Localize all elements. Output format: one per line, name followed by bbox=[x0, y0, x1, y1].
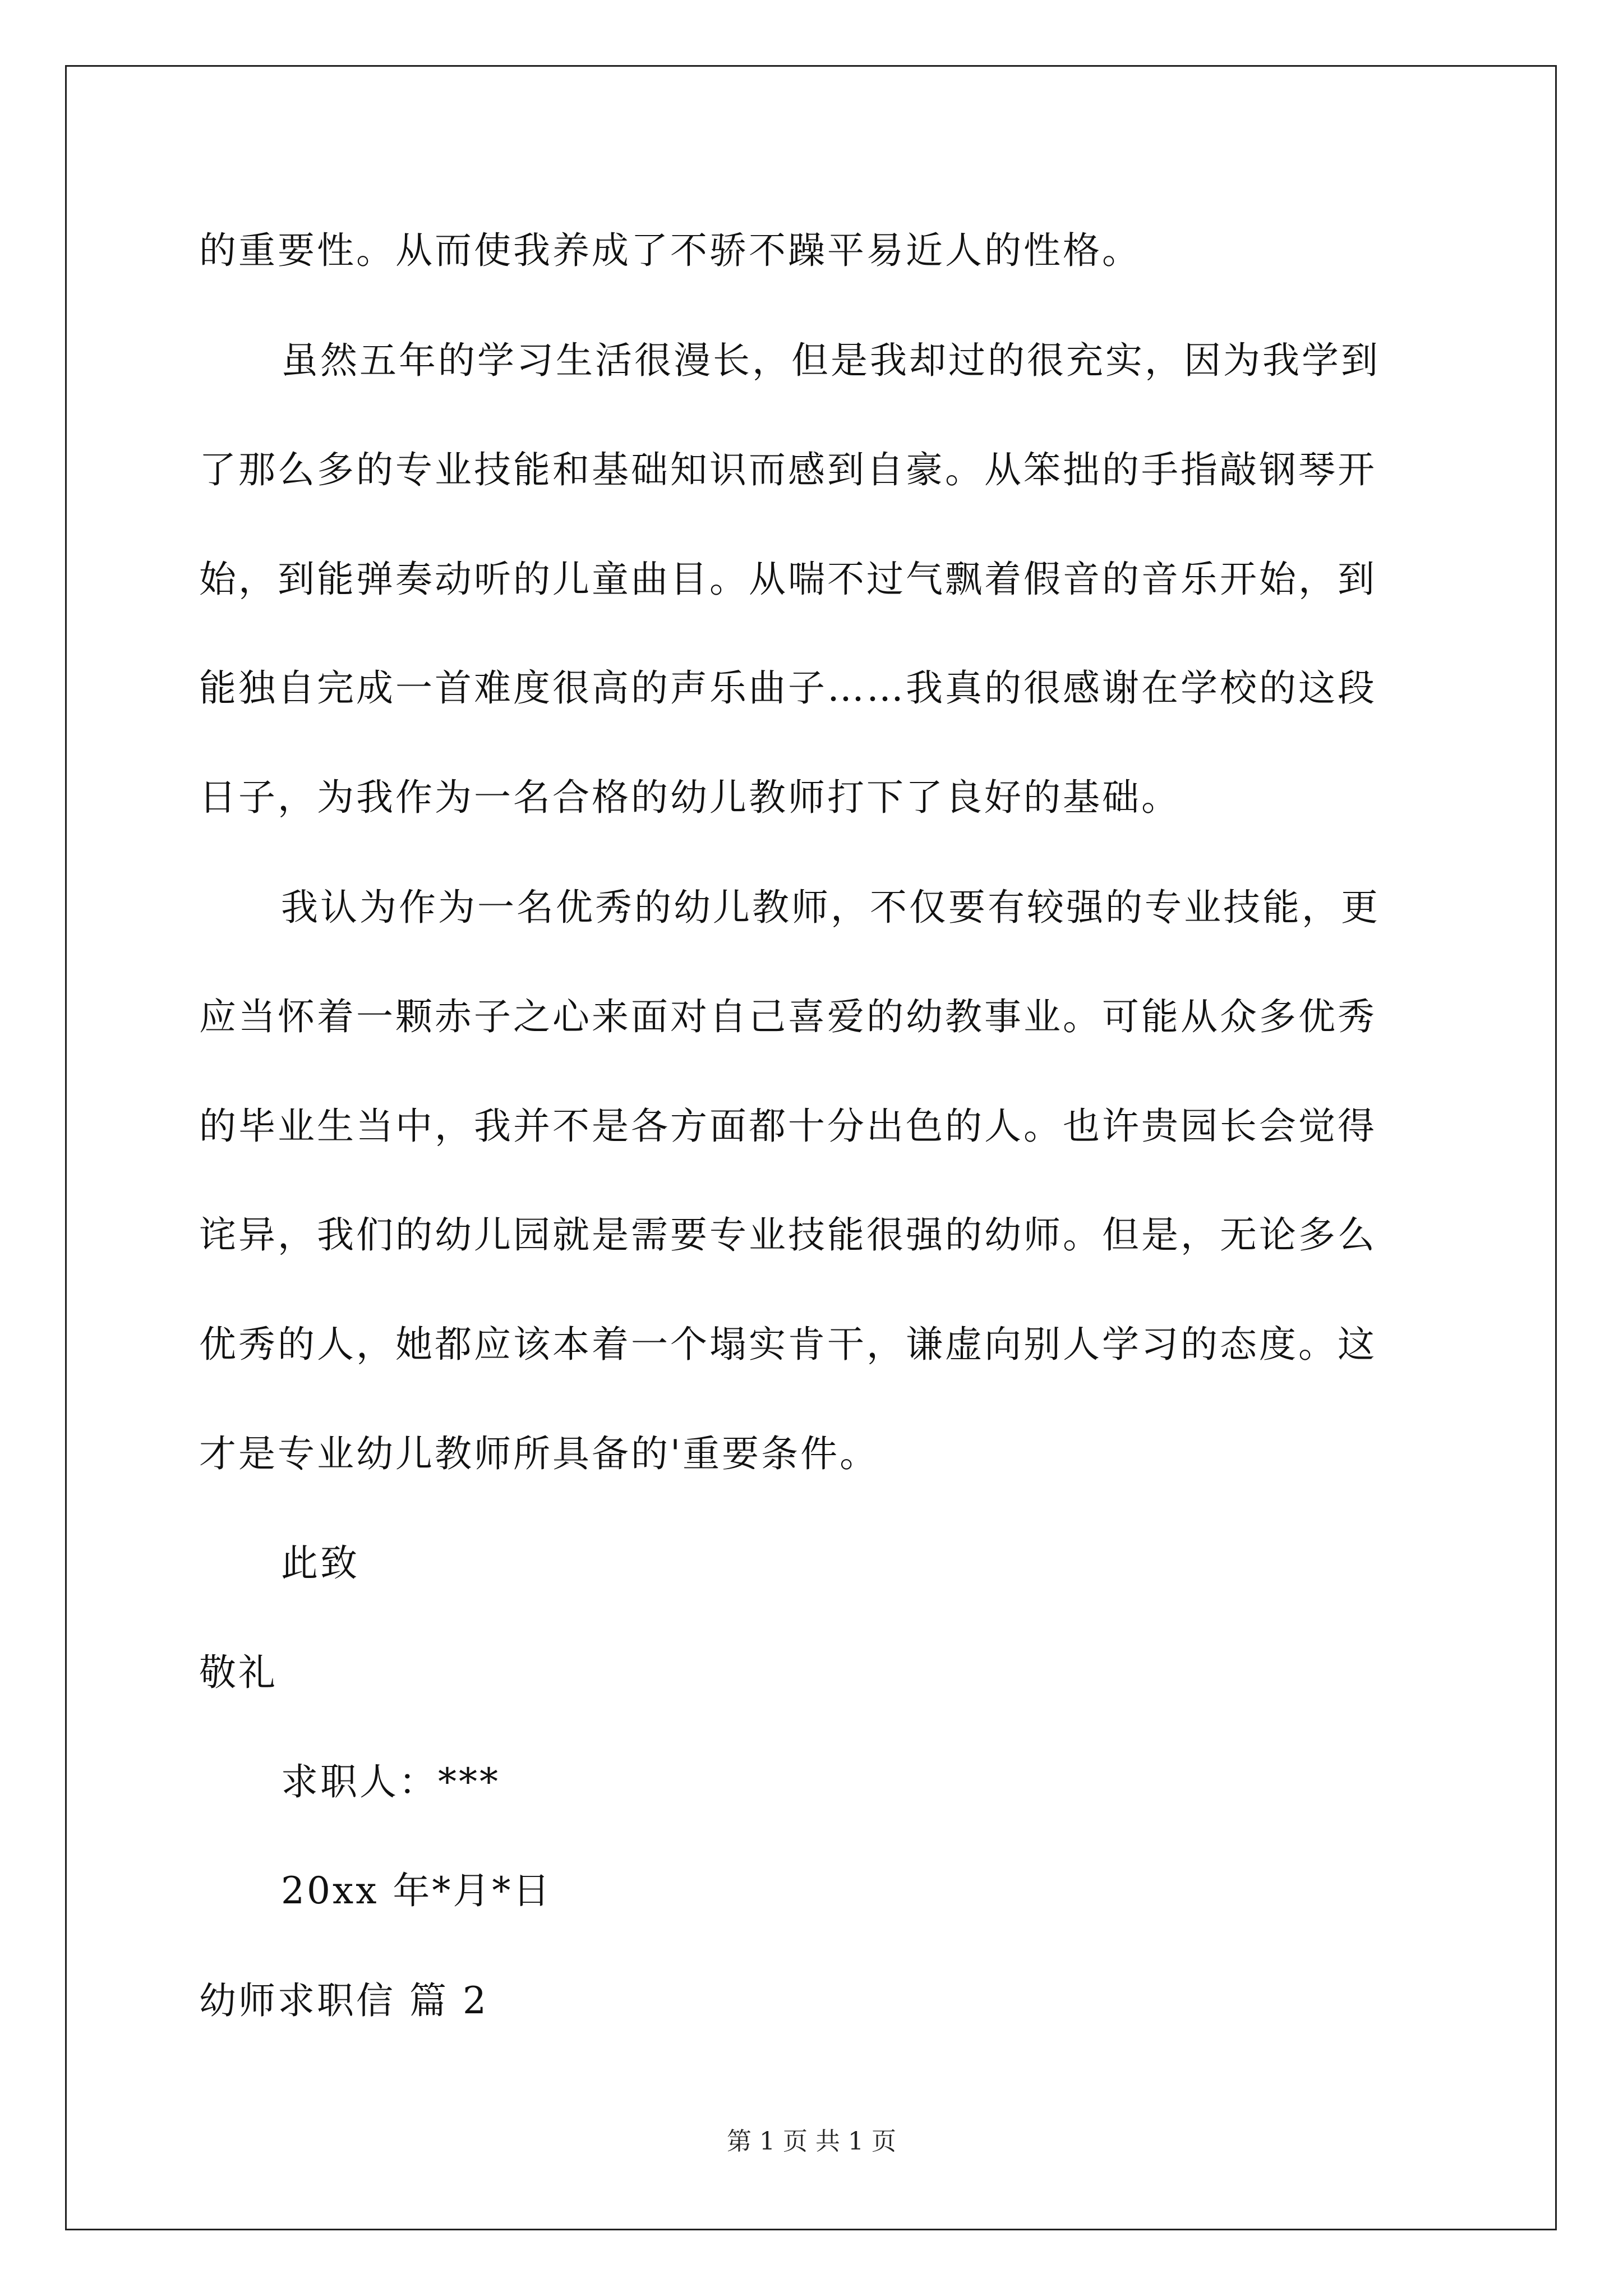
signature-line: 求职人：*** bbox=[281, 1760, 500, 1803]
closing-line: 此致 bbox=[281, 1542, 359, 1585]
page-footer: 第 1 页 共 1 页 bbox=[727, 2127, 896, 2156]
paragraph-line: 能独自完成一首难度很高的声乐曲子……我真的很感谢在学校的这段 bbox=[199, 666, 1377, 710]
date-line: 20xx 年*月*日 bbox=[281, 1869, 552, 1912]
salutation-line: 敬礼 bbox=[199, 1651, 278, 1694]
paragraph-line: 应当怀着一颗赤子之心来面对自己喜爱的幼教事业。可能从众多优秀 bbox=[199, 995, 1377, 1038]
paragraph-line: 才是专业幼儿教师所具备的'重要条件。 bbox=[199, 1432, 879, 1475]
paragraph-line: 始，到能弹奏动听的儿童曲目。从喘不过气飘着假音的音乐开始，到 bbox=[199, 558, 1377, 601]
paragraph-line: 诧异，我们的幼儿园就是需要专业技能很强的幼师。但是，无论多么 bbox=[199, 1213, 1377, 1257]
paragraph-line: 的重要性。从而使我养成了不骄不躁平易近人的性格。 bbox=[199, 229, 1141, 272]
paragraph-line: 日子，为我作为一名合格的幼儿教师打下了良好的基础。 bbox=[199, 776, 1181, 819]
paragraph-line: 优秀的人，她都应该本着一个塌实肯干，谦虚向别人学习的态度。这 bbox=[199, 1323, 1377, 1366]
section-title: 幼师求职信 篇 2 bbox=[199, 1979, 488, 2022]
paragraph-line: 了那么多的专业技能和基础知识而感到自豪。从笨拙的手指敲钢琴开 bbox=[199, 448, 1377, 491]
paragraph-line: 的毕业生当中，我并不是各方面都十分出色的人。也许贵园长会觉得 bbox=[199, 1105, 1377, 1148]
paragraph-line: 我认为作为一名优秀的幼儿教师，不仅要有较强的专业技能，更 bbox=[281, 886, 1380, 929]
paragraph-line: 虽然五年的学习生活很漫长，但是我却过的很充实，因为我学到 bbox=[281, 339, 1380, 382]
